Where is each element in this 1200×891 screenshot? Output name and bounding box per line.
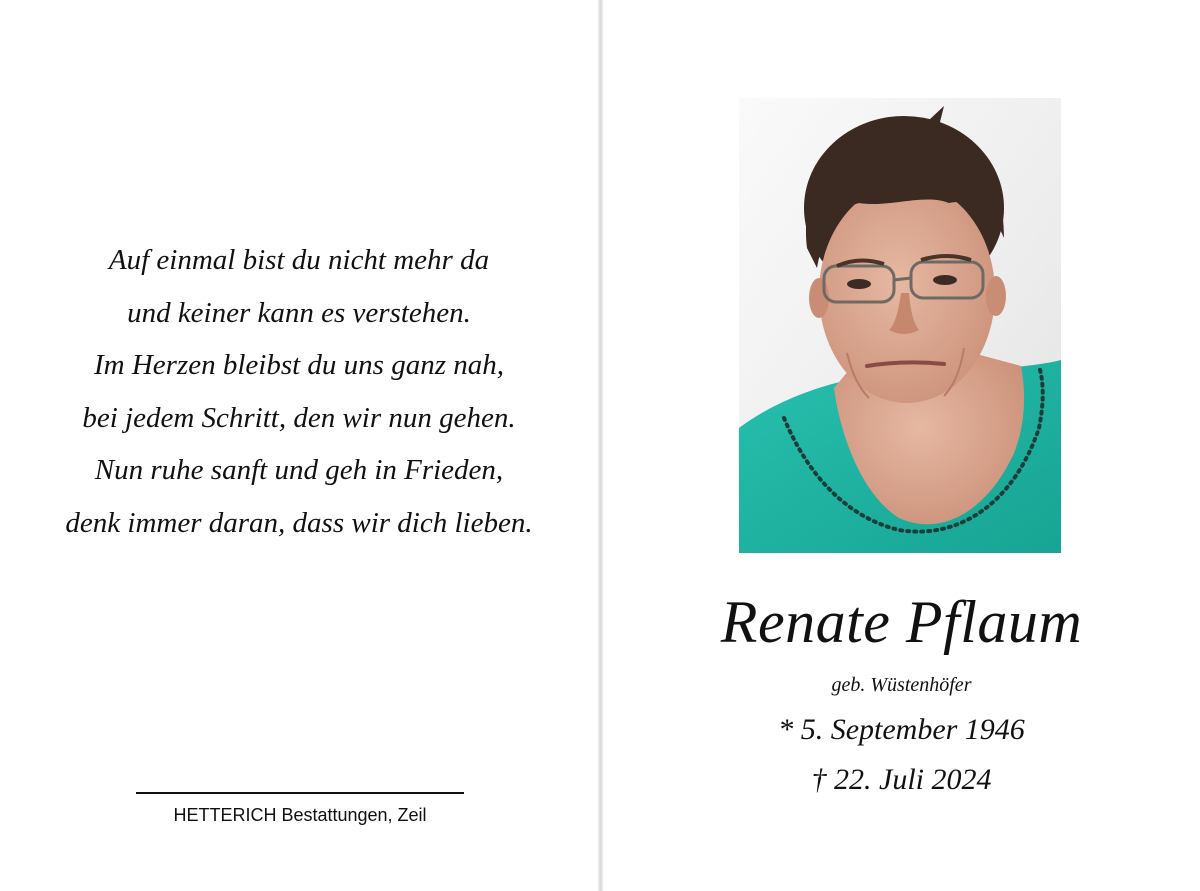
poem-line-2: und keiner kann es verstehen. bbox=[127, 296, 471, 329]
poem-line-1: Auf einmal bist du nicht mehr da bbox=[108, 244, 490, 276]
poem-line-6: denk immer daran, dass wir dich lieben. bbox=[65, 506, 533, 539]
deceased-name: Renate Pflaum bbox=[720, 589, 1083, 655]
poem-line-4: bei jedem Schritt, den wir nun gehen. bbox=[82, 401, 516, 434]
portrait-photo bbox=[739, 98, 1061, 553]
poem-line-3: Im Herzen bleibst du uns ganz nah, bbox=[93, 349, 504, 381]
memorial-poem bbox=[0, 234, 598, 549]
birth-date: * 5. September 1946 bbox=[778, 713, 1025, 746]
signature-rule bbox=[136, 792, 464, 794]
maiden-name: geb. Wüstenhöfer bbox=[831, 674, 972, 696]
death-date: † 22. Juli 2024 bbox=[811, 763, 992, 796]
poem-line-5: Nun ruhe sanft und geh in Frieden, bbox=[94, 454, 504, 486]
funeral-home-name: HETTERICH Bestattungen, Zeil bbox=[173, 805, 427, 825]
